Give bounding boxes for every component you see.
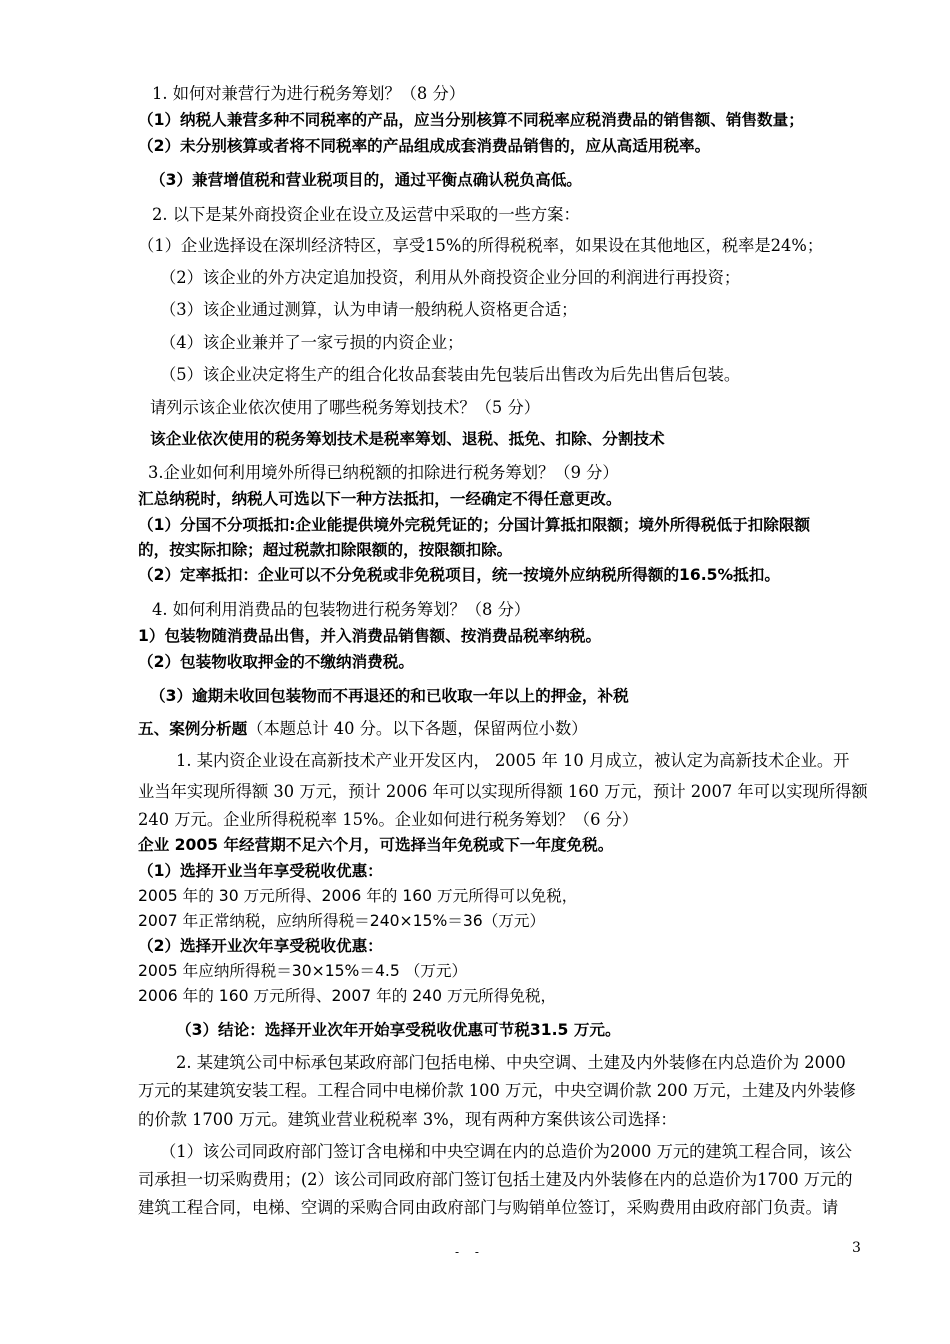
case-1-text: 1. 某内资企业设在高新技术产业开发区内， 2005 年 10 月成立，被认定为高新技术企业。开 [176, 751, 850, 770]
answer-line: （2）定率抵扣：企业可以不分免税或非免税项目，统一按境外应纳税所得额的16.5%抵扣。 [138, 566, 780, 584]
answer-line: （2）未分别核算或者将不同税率的产品组成成套消费品销售的，应从高适用税率。 [138, 137, 711, 155]
question-text-line: （3）该企业通过测算，认为申请一般纳税人资格更合适； [160, 300, 578, 319]
question-text-line: （5）该企业决定将生产的组合化妆品套装由先包装后出售改为后先出售后包装。 [160, 365, 741, 384]
question-3-heading: 3.企业如何利用境外所得已纳税额的扣除进行税务筹划？（9 分） [148, 463, 619, 482]
case-2-text: 建筑工程合同，电梯、空调的采购合同由政府部门与购销单位签订，采购费用由政府部门负责。请 [138, 1198, 839, 1217]
answer-line: 2006 年的 160 万元所得、2007 年的 240 万元所得免税， [138, 987, 557, 1005]
section-5-heading [138, 721, 588, 738]
case-1-text: 240 万元。企业所得税税率 15%。企业如何进行税务筹划？（6 分） [138, 810, 639, 829]
page-number: 3 [852, 1240, 861, 1256]
case-1-text: 业当年实现所得额 30 万元，预计 2006 年可以实现所得额 160 万元，预计 2007 年可以实现所得额 [138, 782, 868, 801]
case-2-text: 万元的某建筑安装工程。工程合同中电梯价款 100 万元，中央空调价款 200 万元，土建及内外装修 [138, 1081, 856, 1100]
question-1-heading: 1. 如何对兼营行为进行税务筹划？（8 分） [152, 84, 466, 103]
question-4-heading: 4. 如何利用消费品的包装物进行税务筹划？（8 分） [152, 600, 531, 619]
answer-line: 1）包装物随消费品出售，并入消费品销售额、按消费品税率纳税。 [138, 627, 602, 645]
answer-line: 该企业依次使用的税务筹划技术是税率筹划、退税、抵免、扣除、分割技术 [150, 430, 665, 448]
question-text-line: （4）该企业兼并了一家亏损的内资企业； [160, 333, 464, 352]
case-2-text: 司承担一切采购费用；(2）该公司同政府部门签订包括土建及内外装修在内的总造价为1700 万元的 [138, 1170, 853, 1189]
question-text-line: （2）该企业的外方决定追加投资，利用从外商投资企业分回的利润进行再投资； [160, 268, 741, 287]
footer-separator: - - [455, 1245, 485, 1259]
question-prompt: 请列示该企业依次使用了哪些税务筹划技术？（5 分） [150, 398, 541, 417]
answer-line: 2007 年正常纳税，应纳所得税＝240×15%＝36（万元） [138, 912, 546, 930]
answer-line: （2）选择开业次年享受税收优惠： [138, 937, 383, 955]
answer-line: 2005 年的 30 万元所得、2006 年的 160 万元所得可以免税， [138, 887, 578, 905]
answer-line: 汇总纳税时，纳税人可选以下一种方法抵扣，一经确定不得任意更改。 [138, 490, 622, 508]
case-2-text: （1）该公司同政府部门签订含电梯和中央空调在内的总造价为2000 万元的建筑工程合同，该公 [160, 1142, 852, 1161]
answer-line: （3）逾期未收回包装物而不再退还的和已收取一年以上的押金，补税 [150, 687, 629, 705]
answer-line: （1）选择开业当年享受税收优惠： [138, 862, 383, 880]
answer-line: （1）分国不分项抵扣:企业能提供境外完税凭证的；分国计算抵扣限额；境外所得税低于扣除限额 [138, 516, 811, 534]
question-text-line: （1）企业选择设在深圳经济特区，享受15%的所得税税率，如果设在其他地区，税率是24%； [138, 236, 824, 255]
question-2-heading: 2. 以下是某外商投资企业在设立及运营中采取的一些方案： [152, 205, 580, 224]
answer-line: 的，按实际扣除；超过税款扣除限额的，按限额扣除。 [138, 541, 513, 559]
section-5-title: 五、案例分析题 [138, 720, 248, 738]
section-5-note: （本题总计 40 分。以下各题，保留两位小数） [247, 719, 588, 738]
answer-line: （3）兼营增值税和营业税项目的，通过平衡点确认税负高低。 [150, 171, 582, 189]
answer-line: 2005 年应纳所得税＝30×15%＝4.5 （万元） [138, 962, 468, 980]
answer-line: （2）包装物收取押金的不缴纳消费税。 [138, 653, 414, 671]
answer-line: （3）结论：选择开业次年开始享受税收优惠可节税31.5 万元。 [176, 1021, 621, 1039]
answer-line: 企业 2005 年经营期不足六个月，可选择当年免税或下一年度免税。 [138, 836, 614, 854]
case-2-text: 的价款 1700 万元。建筑业营业税税率 3%，现有两种方案供该公司选择： [138, 1110, 677, 1129]
case-2-text: 2. 某建筑公司中标承包某政府部门包括电梯、中央空调、土建及内外装修在内总造价为 2000 [176, 1053, 846, 1072]
answer-line: （1）纳税人兼营多种不同税率的产品，应当分别核算不同税率应税消费品的销售额、销售数量； [138, 111, 804, 129]
